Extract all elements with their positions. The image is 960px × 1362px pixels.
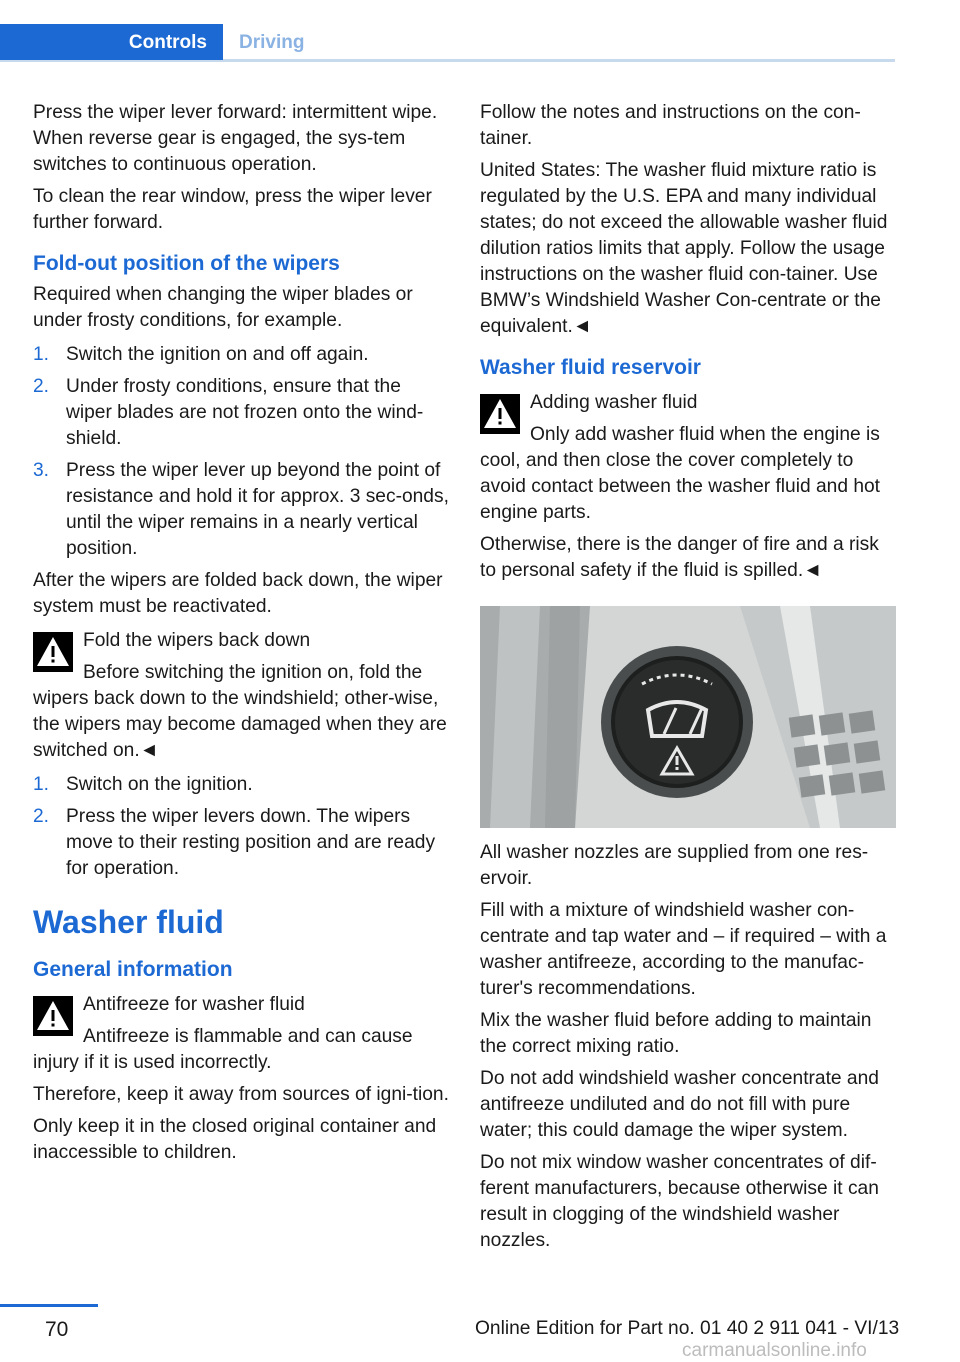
right-column: [480, 100, 896, 1260]
section-tabs: [0, 24, 895, 62]
tab-controls[interactable]: Controls: [0, 24, 223, 60]
foldout-steps: [33, 342, 451, 562]
heading-general-information: General information: [33, 958, 233, 981]
fire-danger-text: Otherwise, there is the danger of fire and a risk to personal safety if the fluid is spilled.◄: [480, 534, 879, 581]
rear-window-text: To clean the rear window, press the wiper lever further forward.: [33, 186, 432, 233]
list-item: 2. Under frosty conditions, ensure that the wiper blades are not frozen onto the wind‐shield.: [33, 376, 424, 449]
edition-note: Online Edition for Part no. 01 40 2 911 041 - VI/13: [475, 1318, 900, 1339]
ignition-sources-text: Therefore, keep it away from sources of igni‐tion.: [33, 1084, 449, 1105]
reactivate-text: After the wipers are folded back down, the wiper system must be reactivated.: [33, 570, 443, 617]
list-item: 2. Press the wiper levers down. The wipers move to their resting position and are ready for operation.: [33, 806, 436, 879]
original-container-text: Only keep it in the closed original container and inaccessible to children.: [33, 1116, 437, 1163]
container-notes-text: Follow the notes and instructions on the con‐tainer.: [480, 102, 861, 149]
warning-icon: [33, 632, 73, 672]
heading-washer-reservoir: Washer fluid reservoir: [480, 356, 701, 379]
warning-title: Adding washer fluid: [530, 392, 698, 413]
list-item: 3. Press the wiper lever up beyond the point of resistance and hold it for approx. 3 sec‐onds, until the wiper remains in a nearly vertical position.: [33, 460, 449, 559]
fill-mixture-text: Fill with a mixture of windshield washer con‐centrate and tap water and – if required – with a washer antifreeze, according to the manufac‐turer's recommendations.: [480, 900, 887, 999]
warning-title: Fold the wipers back down: [83, 630, 311, 651]
epa-regulation-text: United States: The washer fluid mixture ratio is regulated by the U.S. EPA and many individual states; do not exceed the allowable washer fluid dilution ratios limits that apply. Follow the usage instructions on the washer fluid con‐tainer. Use BMW’s Windshield Washer Con‐centrate or the equivalent.◄: [480, 160, 888, 337]
left-column: [33, 100, 451, 1172]
warning-text: Antifreeze is flammable and can cause injury if it is used incorrectly.: [33, 1026, 413, 1073]
foldout-intro-text: Required when changing the wiper blades or under frosty conditions, for example.: [33, 284, 413, 331]
washer-reservoir-cap-image: [480, 606, 896, 828]
mix-ratio-text: Mix the washer fluid before adding to maintain the correct mixing ratio.: [480, 1010, 872, 1057]
warning-text: Only add washer fluid when the engine is cool, and then close the cover completely to avoid contact between the washer fluid and hot engine parts.: [480, 424, 881, 523]
heading-washer-fluid: Washer fluid: [33, 904, 224, 940]
one-reservoir-text: All washer nozzles are supplied from one res‐ervoir.: [480, 842, 869, 889]
warning-antifreeze: [33, 992, 451, 1076]
footer-rule: [0, 1304, 98, 1307]
warning-icon: [33, 996, 73, 1036]
warning-icon: [480, 394, 520, 434]
heading-foldout-position: Fold-out position of the wipers: [33, 252, 340, 275]
undiluted-warning-text: Do not add windshield washer concentrate and antifreeze undiluted and do not fill with pure water; this could damage the wiper system.: [480, 1068, 879, 1141]
list-item: 1. Switch the ignition on and off again.: [33, 344, 369, 365]
ready-steps: [33, 772, 451, 882]
page-number: 70: [45, 1318, 69, 1341]
list-item: 1. Switch on the ignition.: [33, 774, 253, 795]
warning-title: Antifreeze for washer fluid: [83, 994, 305, 1015]
wiper-forward-text: Press the wiper lever forward: intermittent wipe. When reverse gear is engaged, the sys‐tem switches to continuous operation.: [33, 102, 438, 175]
warning-adding-fluid: [480, 390, 896, 526]
warning-fold-back: [33, 628, 451, 764]
manufacturers-text: Do not mix window washer concentrates of dif‐ferent manufacturers, because otherwise it can result in clogging of the windshield washer nozzles.: [480, 1152, 879, 1251]
tab-driving[interactable]: Driving: [239, 32, 305, 53]
warning-text: Before switching the ignition on, fold the wipers back down to the windshield; other‐wise, the wipers may become damaged when they are switched on.◄: [33, 662, 447, 761]
watermark: carmanualsonline.info: [682, 1340, 867, 1361]
